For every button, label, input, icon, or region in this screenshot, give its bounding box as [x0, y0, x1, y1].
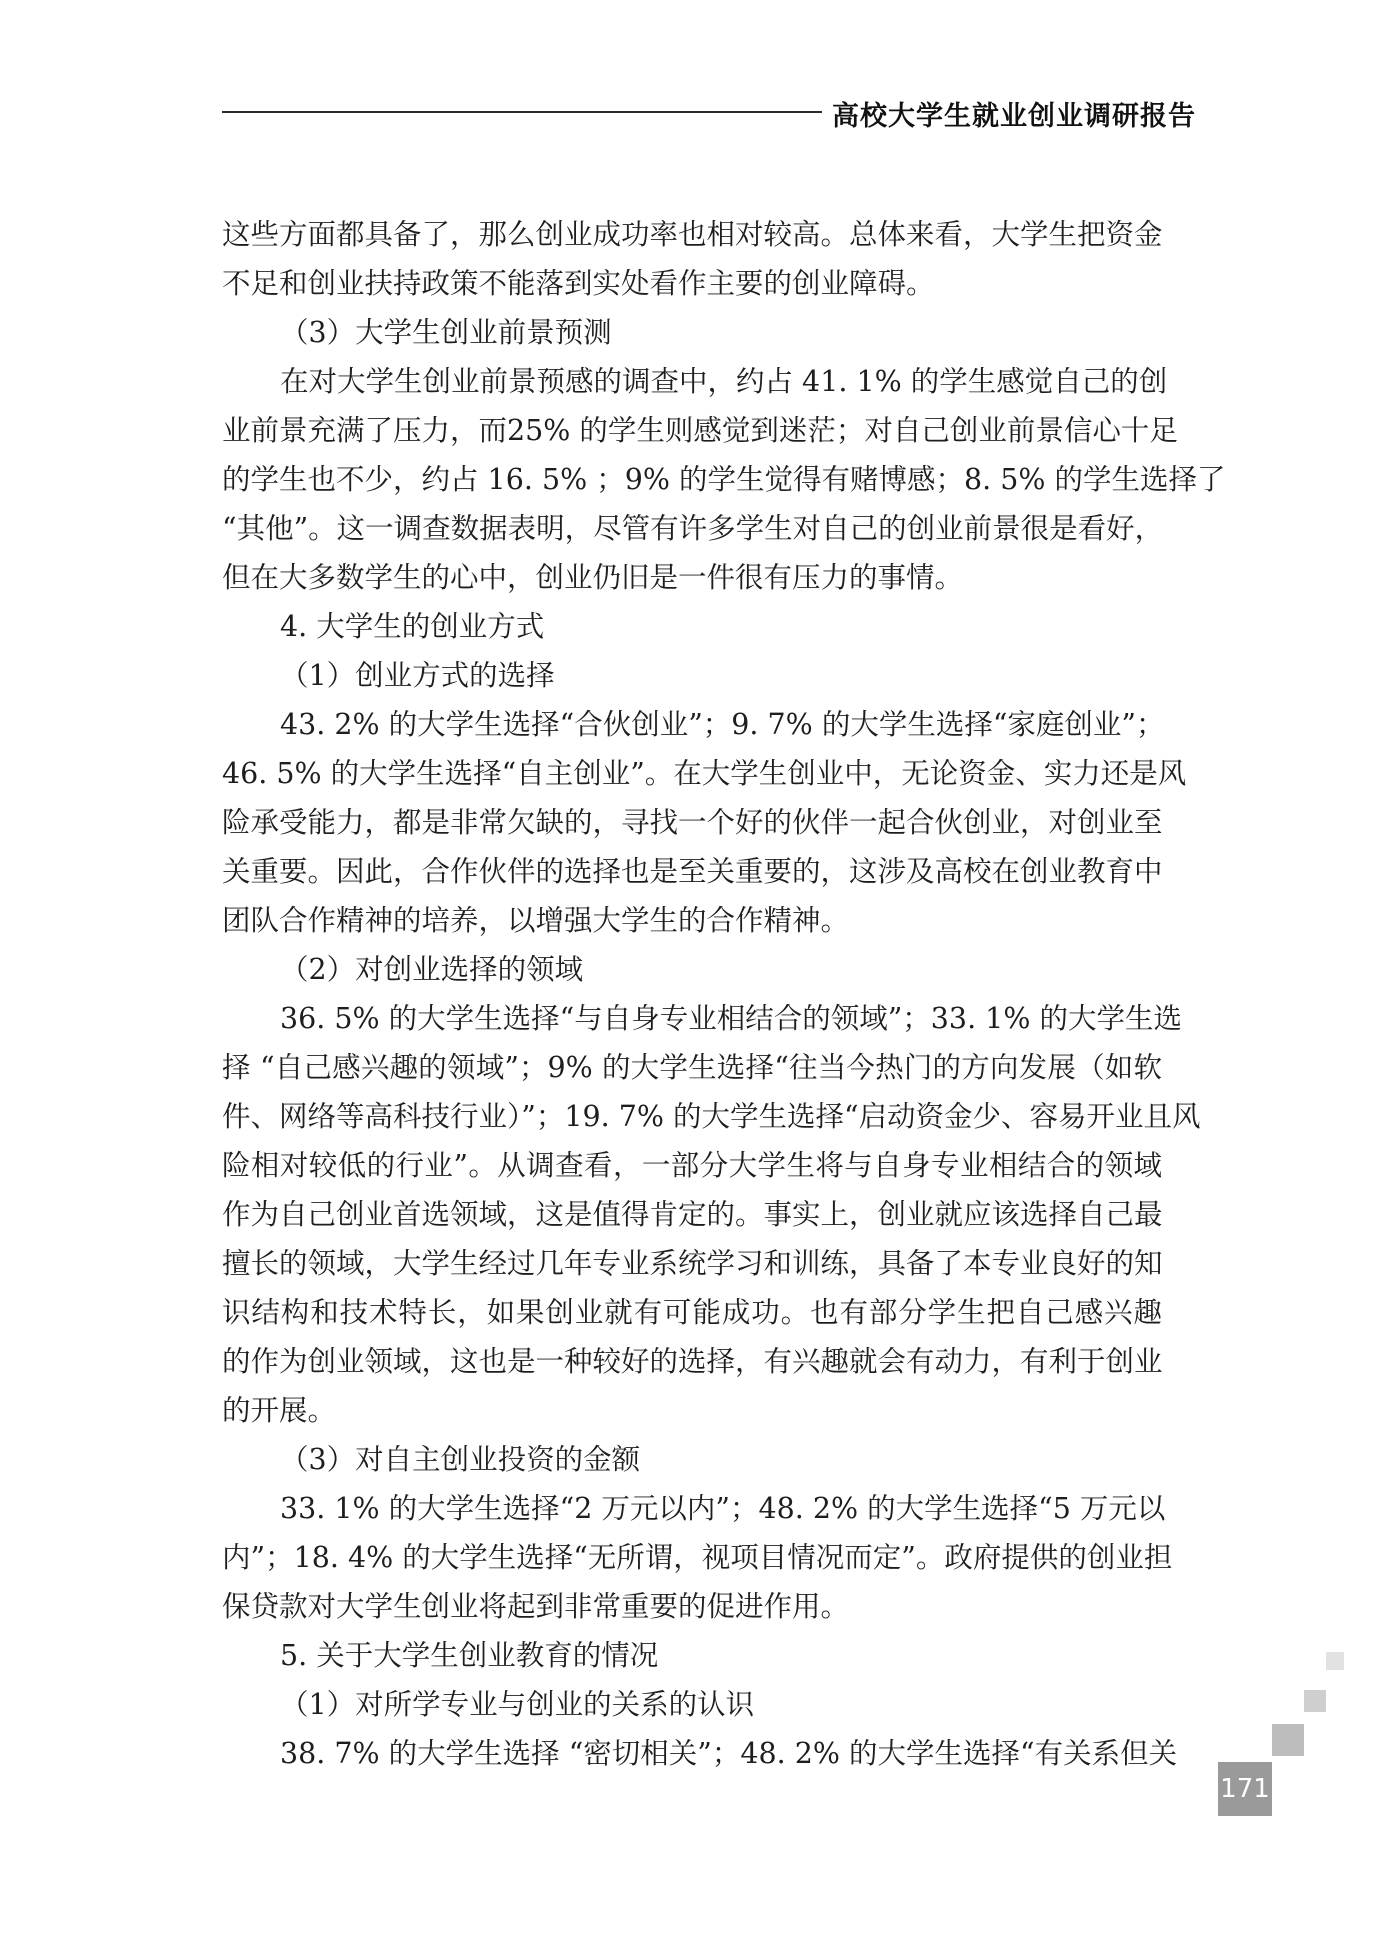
- section-heading: 5. 关于大学生创业教育的情况: [280, 1639, 659, 1672]
- text-line: 件、网络等高科技行业）”；19. 7% 的大学生选择“启动资金少、容易开业且风: [222, 1100, 1201, 1133]
- text-line: 36. 5% 的大学生选择“与自身专业相结合的领域”；33. 1% 的大学生选: [280, 1002, 1182, 1035]
- decorative-square: [1272, 1724, 1304, 1756]
- text-line: 险承受能力，都是非常欠缺的，寻找一个好的伙伴一起合伙创业，对创业至: [222, 806, 1163, 839]
- text-line: 的学生也不少，约占 16. 5% ；9% 的学生觉得有赌博感；8. 5% 的学生选择了: [222, 463, 1226, 496]
- text-line: 业前景充满了压力，而25% 的学生则感觉到迷茫；对自己创业前景信心十足: [222, 414, 1178, 447]
- page-number: 171: [1218, 1762, 1272, 1816]
- text-line: 险相对较低的行业”。从调查看，一部分大学生将与自身专业相结合的领域: [222, 1149, 1162, 1182]
- subheading: （3）对自主创业投资的金额: [280, 1443, 641, 1476]
- text-line: 擅长的领域，大学生经过几年专业系统学习和训练，具备了本专业良好的知: [222, 1247, 1163, 1280]
- subheading: （2）对创业选择的领域: [280, 953, 584, 986]
- decorative-square: [1304, 1690, 1326, 1712]
- subheading: （3）大学生创业前景预测: [280, 316, 612, 349]
- text-line: 保贷款对大学生创业将起到非常重要的促进作用。: [222, 1590, 850, 1623]
- subheading: （1）创业方式的选择: [280, 659, 555, 692]
- text-line: 46. 5% 的大学生选择“自主创业”。在大学生创业中，无论资金、实力还是风: [222, 757, 1187, 790]
- running-header-title: 高校大学生就业创业调研报告: [832, 101, 1196, 132]
- subheading: （1）对所学专业与创业的关系的认识: [280, 1688, 755, 1721]
- text-line: 识结构和技术特长，如果创业就有可能成功。也有部分学生把自己感兴趣: [222, 1296, 1162, 1329]
- text-line: 但在大多数学生的心中，创业仍旧是一件很有压力的事情。: [222, 561, 964, 594]
- text-line: 这些方面都具备了，那么创业成功率也相对较高。总体来看，大学生把资金: [222, 218, 1163, 251]
- section-heading: 4. 大学生的创业方式: [280, 610, 545, 643]
- text-line: 38. 7% 的大学生选择 “密切相关”；48. 2% 的大学生选择“有关系但关: [280, 1737, 1178, 1770]
- text-line: 的作为创业领域，这也是一种较好的选择，有兴趣就会有动力，有利于创业: [222, 1345, 1163, 1378]
- decorative-square: [1326, 1652, 1344, 1670]
- text-line: 不足和创业扶持政策不能落到实处看作主要的创业障碍。: [222, 267, 935, 300]
- text-line: 团队合作精神的培养，以增强大学生的合作精神。: [222, 904, 850, 937]
- text-line: 作为自己创业首选领域，这是值得肯定的。事实上，创业就应该选择自己最: [222, 1198, 1163, 1231]
- text-line: 关重要。因此，合作伙伴的选择也是至关重要的，这涉及高校在创业教育中: [222, 855, 1163, 888]
- text-line: 择 “自己感兴趣的领域”；9% 的大学生选择“往当今热门的方向发展（如软: [222, 1051, 1162, 1084]
- text-line: “其他”。这一调查数据表明，尽管有许多学生对自己的创业前景很是看好，: [222, 512, 1164, 545]
- text-line: 在对大学生创业前景预感的调查中，约占 41. 1% 的学生感觉自己的创: [280, 365, 1168, 398]
- text-line: 的开展。: [222, 1394, 337, 1427]
- body-text: [222, 210, 1226, 1778]
- text-line: 33. 1% 的大学生选择“2 万元以内”；48. 2% 的大学生选择“5 万元以: [280, 1492, 1166, 1525]
- header-rule: [222, 111, 822, 113]
- text-line: 内”；18. 4% 的大学生选择“无所谓，视项目情况而定”。政府提供的创业担: [222, 1541, 1173, 1574]
- text-line: 43. 2% 的大学生选择“合伙创业”；9. 7% 的大学生选择“家庭创业”；: [280, 708, 1165, 741]
